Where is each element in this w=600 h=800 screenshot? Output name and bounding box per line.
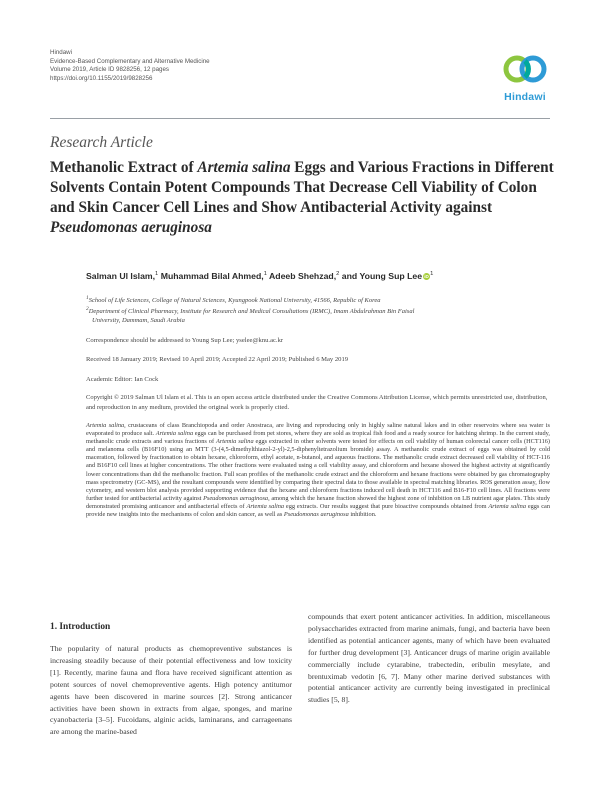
article-title: [50, 158, 560, 238]
affiliation-text: School of Life Sciences, College of Natural Sciences, Kyungpook National University, 41566, Republic of Korea: [88, 297, 381, 305]
affil-marker: 1: [155, 271, 159, 278]
publisher-name: Hindawi: [50, 49, 73, 56]
journal-name: Evidence-Based Complementary and Alternative Medicine: [50, 57, 210, 65]
title-species: Artemia salina: [197, 159, 291, 176]
affiliation-2-cont: University, Dammam, Saudi Arabia: [92, 317, 185, 325]
body-column-right: compounds that exert potent anticancer activities. In addition, miscellaneous polysaccharides extracted from marine animals, fungi, and bacteria have been identified as potential anticancer agents, many of which have been evaluated for further drug development [3]. Anticancer drugs of marine origin available commercially include cytarabine, trabectedin, eribulin mesylate, and brentuximab vedotin [6, 7]. Many other marine derived substances with potential anticancer activity are currently being investigated in preclinical studies [5, 8].: [308, 612, 550, 705]
hindawi-logo-icon: [497, 47, 553, 91]
abstract-text: eggs can be purchased from pet stores, where they are sold as tropical fish food and a ready source for hatching shrimp. In the current study, methanolic crude extracts and various fractions of: [86, 430, 550, 446]
abstract-italic: Artemia salina,: [86, 422, 126, 429]
header-divider: [50, 118, 550, 119]
journal-header: [50, 49, 210, 83]
title-part: Eggs and Various Fractions in Different Solvents Contain Potent Compounds That Decrease Cell Viability of Colon and Skin Cancer Cell Lines and Show Antibacterial Activity against: [50, 159, 554, 216]
affil-marker: 2: [336, 271, 340, 278]
abstract-italic: Pseudomonas aeruginosa: [203, 494, 269, 502]
author-list: [86, 271, 433, 281]
title-part: Methanolic Extract of: [50, 159, 198, 176]
affiliation-2: [86, 305, 550, 316]
correspondence: Correspondence should be addressed to Young Sup Lee; yselee@knu.ac.kr: [86, 337, 284, 344]
article-type: Research Article: [50, 134, 153, 151]
abstract-italic: Artemia salina: [155, 430, 194, 438]
orcid-icon[interactable]: iD: [424, 274, 429, 279]
author-name[interactable]: Salman Ul Islam,: [86, 271, 156, 281]
affil-marker: 1: [263, 271, 267, 278]
academic-editor: Academic Editor: Ian Cock: [86, 376, 159, 383]
section-heading: 1. Introduction: [50, 622, 111, 632]
body-column-left: The popularity of natural products as chemopreventive substances is increasing steadily because of their potential effectiveness and low toxicity [1]. Recently, marine fauna and flora have received significant attention as potent sources of novel chemopreventive agents. High potency antitumor agents have been discovered in marine sources [2]. Strong anticancer activities have been shown in extracts from algae, sponges, and marine cyanobacteria [3–5]. Fucoidans, alginic acids, laminarans, and carrageenans are among the marine-based: [50, 644, 292, 737]
author-name[interactable]: Muhammad Bilal Ahmed,: [160, 271, 264, 281]
abstract: [86, 422, 550, 519]
abstract-text: eggs extracted in other solvents were tested for effects on cell viability of human colorectal cancer cells (HCT116) and melanoma cells (B16F10) using an MTT (3-(4,5-dimethylthiazol-2-yl)-2,5-diphenyltetrazolium bromide) assay. A methanolic crude extract of eggs was obtained by cold maceration, followed by fractionation to obtain hexane, chloroform, ethyl acetate, n-butanol, and aqueous fractions. The methanolic crude extract decreased cell viability of HCT-116 and B16F10 cell lines at higher concentrations. The other fractions were evaluated using a cell viability assay, and chloroform and hexane showed the highest activity at significantly lower concentrations than did the methanolic fraction. Full scan profiles of the methanolic crude extract and the chloroform and hexane fractions were obtained by gas chromatography mass spectrometry (GC-MS), and the resultant compounds were identified by comparing their spectral data to those available in spectral matching libraries. ROS generation assay, flow cytometry, and western blot analysis provided supporting evidence that the hexane and chloroform fractions induced cell death in HCT116 and B16-F10 cell lines. All fractions were further tested for antibacterial activity against: [86, 438, 550, 502]
copyright-notice: Copyright © 2019 Salman Ul Islam et al. This is an open access article distributed under the Creative Commons Attribution License, which permits unrestricted use, distribution, and reproduction in any medium, provided the original work is properly cited.: [86, 394, 548, 411]
abstract-italic: Pseudomonas aeruginosa: [283, 511, 349, 519]
affiliation-text: Department of Clinical Pharmacy, Institute for Research and Medical Consultations (IRMC), Imam Abdulrahman Bin Faisal: [88, 308, 415, 316]
author-name[interactable]: Adeeb Shehzad,: [269, 271, 337, 281]
affil-marker: 1: [430, 271, 434, 278]
hindawi-logo: [497, 47, 553, 107]
abstract-text: crustaceans of class Branchiopoda and order Anostraca, are living and reproducing only in highly saline natural lakes and in other reservoirs where sea water is evaporated to produce salt.: [86, 422, 550, 438]
abstract-text: inhibition.: [348, 511, 377, 519]
affiliation-1: [86, 294, 550, 305]
abstract-italic: Artemia salina: [246, 502, 285, 510]
volume-info: Volume 2019, Article ID 9828256, 12 pages: [50, 66, 170, 74]
author-name[interactable]: and Young Sup Lee: [341, 271, 423, 281]
affil-marker: 1: [86, 295, 89, 301]
abstract-italic: Artemia salina: [488, 502, 526, 510]
affil-marker: 2: [86, 306, 89, 313]
doi-link[interactable]: https://doi.org/10.1155/2019/9828256: [50, 74, 153, 82]
abstract-italic: Artemia salina: [215, 438, 254, 446]
abstract-text: egg extracts. Our results suggest that pure bioactive compounds obtained from: [284, 502, 489, 510]
affiliations: [86, 294, 550, 325]
title-species: Pseudomonas aeruginosa: [50, 219, 212, 236]
logo-text: Hindawi: [504, 91, 546, 103]
abstract-text: eggs can provide new insights into the mechanisms of colon and skin cancer, as well as: [86, 502, 550, 519]
article-dates: Received 18 January 2019; Revised 10 April 2019; Accepted 22 April 2019; Published 6 May 2019: [86, 356, 349, 363]
abstract-text: , among which the hexane fraction showed the highest zone of inhibition on LB nutrient agar plates. This study demonstrated promising anticancer and antibacterial effects of: [86, 494, 550, 510]
